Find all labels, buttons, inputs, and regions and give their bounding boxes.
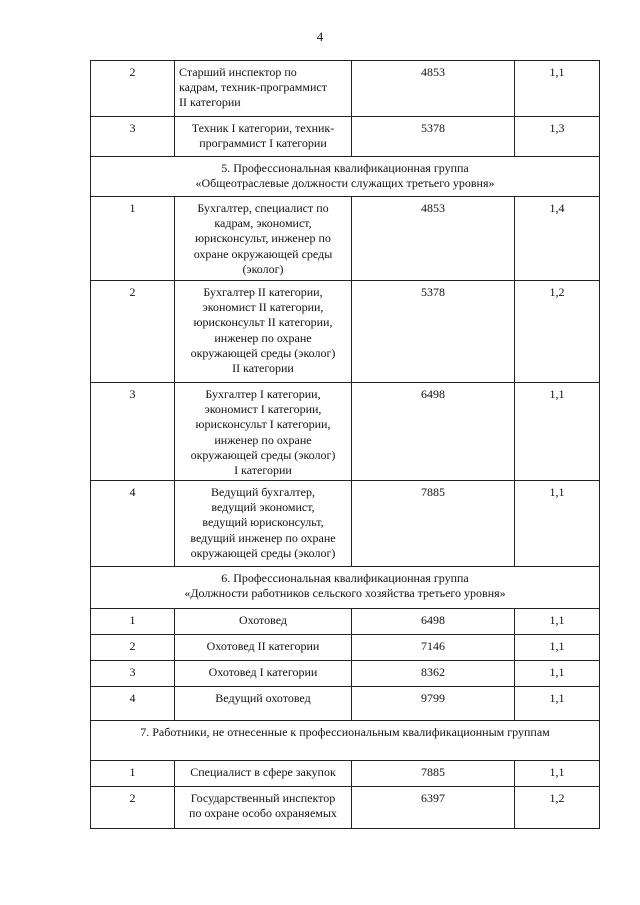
position-title-line: охране окружающей среды [193, 246, 333, 261]
position-title [175, 383, 352, 481]
table-row [91, 761, 600, 787]
group-header-row [91, 157, 600, 197]
salary-value: 7885 [352, 481, 515, 567]
position-title-line: I категории [234, 463, 292, 478]
position-title-line: по охране особо охраняемых [189, 806, 337, 821]
salary-value: 6397 [352, 787, 515, 829]
coefficient-value: 1,1 [515, 61, 600, 117]
coefficient-value: 1,4 [515, 197, 600, 281]
row-number: 4 [91, 687, 175, 721]
row-number: 2 [91, 281, 175, 383]
position-title [175, 481, 352, 567]
position-title-line: Государственный инспектор [190, 791, 336, 805]
group-header-line: «Должности работников сельского хозяйства третьего уровня» [184, 586, 506, 601]
position-title [175, 61, 352, 117]
position-title-line: юрисконсульт II категории, [193, 315, 333, 330]
page-number: 4 [316, 29, 324, 44]
position-title-line: Охотовед [238, 613, 287, 627]
position-title-line: Ведущий охотовед [215, 691, 311, 705]
group-header-line: 6. Профессиональная квалификационная группа [221, 571, 469, 585]
position-title-line: ведущий экономист, [211, 500, 315, 515]
position-title-line: Ведущий бухгалтер, [211, 485, 315, 499]
position-title [175, 635, 352, 661]
group-header [91, 721, 600, 761]
position-title-line: Специалист в сфере закупок [190, 765, 336, 779]
position-title-line: Бухгалтер II категории, [203, 285, 323, 299]
coefficient-value: 1,1 [515, 761, 600, 787]
coefficient-value: 1,1 [515, 635, 600, 661]
position-title-line: ведущий юрисконсульт, [202, 515, 324, 530]
position-title-line: ведущий инженер по охране [190, 530, 336, 545]
position-title-line: Бухгалтер, специалист по [197, 201, 329, 215]
position-title-line: Техник I категории, техник- [191, 121, 335, 135]
position-title-line: инженер по охране [214, 432, 312, 447]
position-title [175, 787, 352, 829]
position-title-line: окружающей среды (эколог) [190, 545, 336, 560]
row-number: 1 [91, 197, 175, 281]
table-row [91, 481, 600, 567]
coefficient-value: 1,1 [515, 383, 600, 481]
row-number: 1 [91, 761, 175, 787]
table-row [91, 197, 600, 281]
position-title [175, 761, 352, 787]
table-row [91, 687, 600, 721]
position-title-line: кадрам, экономист, [214, 216, 312, 231]
group-header [91, 157, 600, 197]
table-row [91, 61, 600, 117]
coefficient-value: 1,2 [515, 281, 600, 383]
table-row [91, 281, 600, 383]
salary-value: 7146 [352, 635, 515, 661]
table-row [91, 117, 600, 157]
position-title-line: окружающей среды (эколог) [190, 345, 336, 360]
salary-value: 7885 [352, 761, 515, 787]
coefficient-value: 1,2 [515, 787, 600, 829]
position-title-line: юрисконсульт I категории, [195, 417, 331, 432]
position-title-line: (эколог) [242, 261, 284, 276]
position-title-line: Бухгалтер I категории, [205, 387, 321, 401]
coefficient-value: 1,3 [515, 117, 600, 157]
row-number: 3 [91, 117, 175, 157]
salary-value: 4853 [352, 197, 515, 281]
table-row [91, 635, 600, 661]
row-number: 2 [91, 635, 175, 661]
position-title-line: юрисконсульт, инженер по [195, 231, 331, 246]
table-row [91, 609, 600, 635]
position-title-line: экономист II категории, [202, 300, 324, 315]
salary-value: 5378 [352, 117, 515, 157]
coefficient-value: 1,1 [515, 687, 600, 721]
group-header-line: «Общеотраслевые должности служащих третьего уровня» [195, 176, 495, 191]
position-title [175, 687, 352, 721]
group-header-row [91, 567, 600, 609]
salary-value: 9799 [352, 687, 515, 721]
salary-table-body [91, 61, 600, 829]
position-title [175, 609, 352, 635]
table-row [91, 787, 600, 829]
position-title [175, 281, 352, 383]
salary-value: 6498 [352, 383, 515, 481]
group-header-line: 7. Работники, не отнесенные к профессиональным квалификационным группам [140, 725, 550, 739]
position-title-line: II категории [179, 95, 241, 110]
salary-value: 4853 [352, 61, 515, 117]
row-number: 2 [91, 61, 175, 117]
position-title-line: экономист I категории, [204, 402, 322, 417]
position-title [175, 197, 352, 281]
position-title [175, 661, 352, 687]
position-title-line: программист I категории [199, 136, 327, 151]
group-header-row [91, 721, 600, 761]
position-title-line: окружающей среды (эколог) [190, 447, 336, 462]
position-title-line: инженер по охране [214, 330, 312, 345]
row-number: 3 [91, 661, 175, 687]
row-number: 3 [91, 383, 175, 481]
position-title-line: кадрам, техник-программист [179, 80, 327, 95]
position-title-line: Охотовед I категории [208, 665, 318, 679]
position-title-line: Старший инспектор по [179, 65, 297, 79]
row-number: 2 [91, 787, 175, 829]
salary-value: 6498 [352, 609, 515, 635]
salary-table [90, 60, 600, 829]
position-title-line: II категории [232, 361, 294, 376]
group-header [91, 567, 600, 609]
salary-value: 5378 [352, 281, 515, 383]
coefficient-value: 1,1 [515, 609, 600, 635]
table-row [91, 661, 600, 687]
row-number: 4 [91, 481, 175, 567]
table-row [91, 383, 600, 481]
coefficient-value: 1,1 [515, 661, 600, 687]
row-number: 1 [91, 609, 175, 635]
coefficient-value: 1,1 [515, 481, 600, 567]
position-title-line: Охотовед II категории [206, 639, 320, 653]
salary-value: 8362 [352, 661, 515, 687]
position-title [175, 117, 352, 157]
group-header-line: 5. Профессиональная квалификационная группа [221, 161, 469, 175]
